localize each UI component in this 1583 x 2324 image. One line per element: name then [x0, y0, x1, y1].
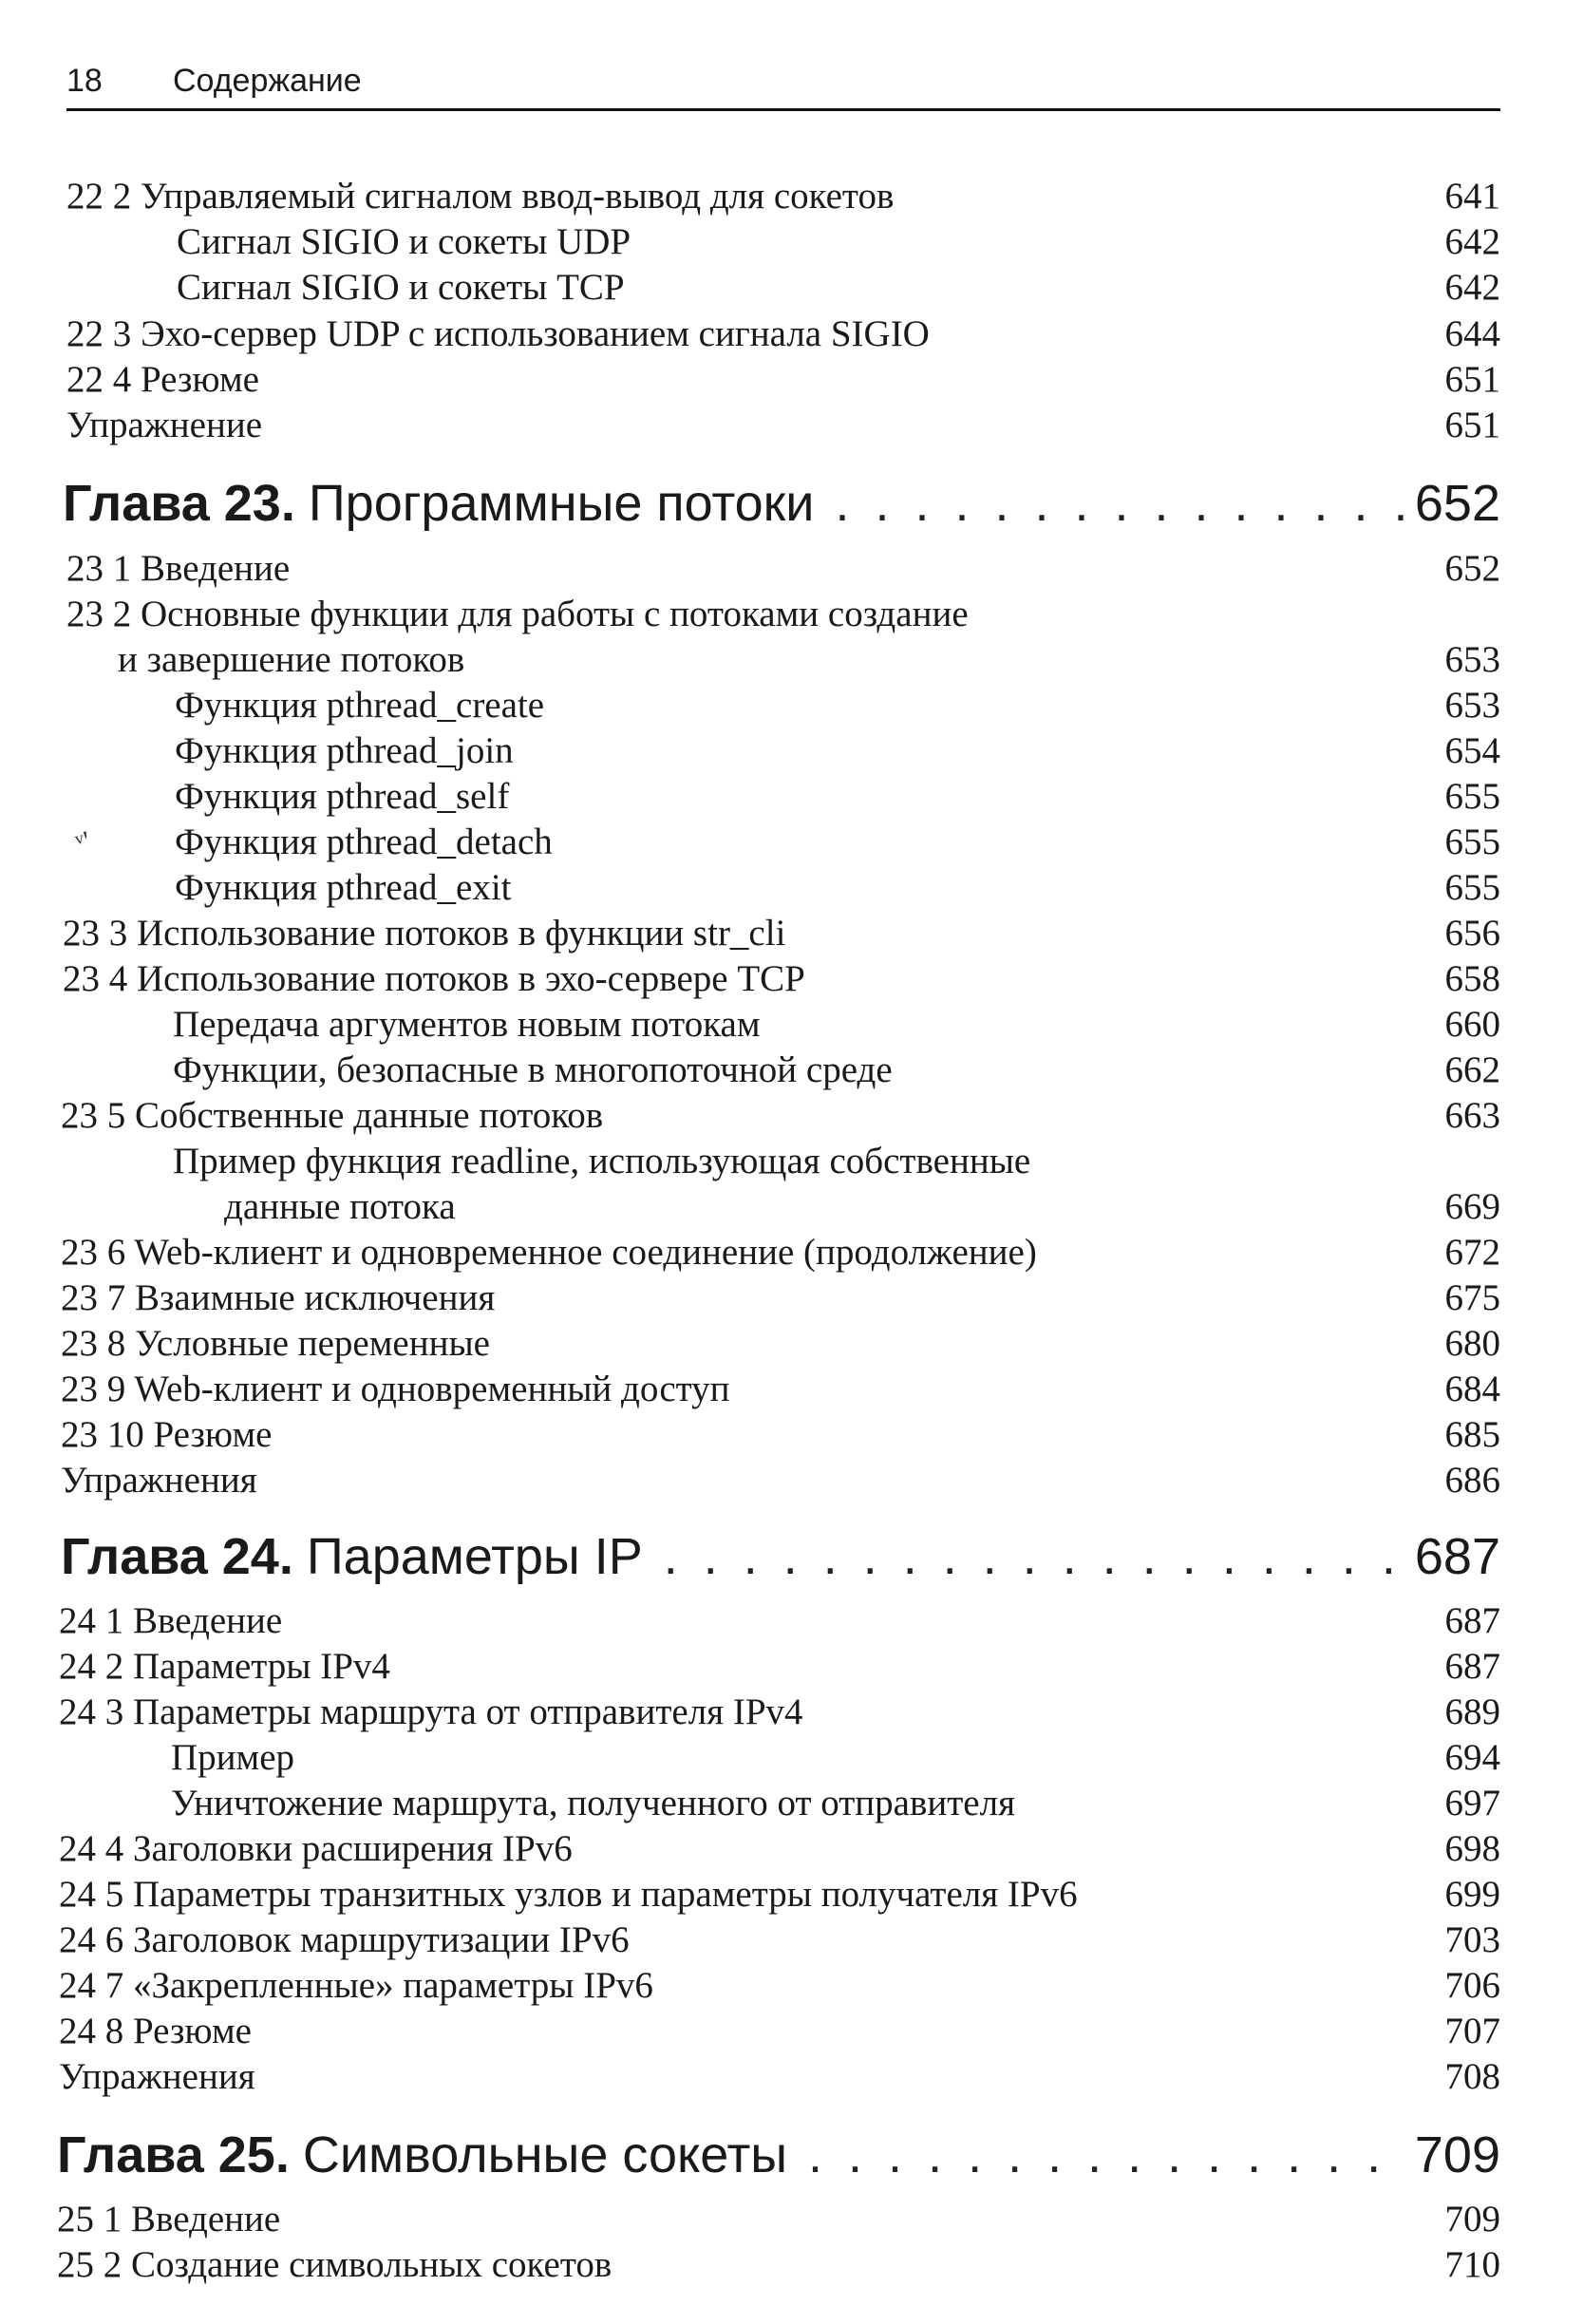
toc-entry-page: 706 — [1444, 1965, 1500, 2006]
toc-entry-title: Функция pthread_join — [175, 730, 514, 771]
page-number: 18 — [66, 63, 103, 99]
chapter-page: 652 — [1414, 475, 1500, 532]
toc-entry-title: 22 4 Резюме — [66, 359, 259, 400]
toc-entry[interactable] — [66, 358, 1500, 402]
toc-entry-title: Функция pthread_detach — [175, 822, 553, 862]
toc-subentry[interactable] — [173, 1049, 1500, 1092]
toc-entry-title: 24 2 Параметры IPv4 — [59, 1646, 390, 1687]
toc-entry[interactable] — [66, 593, 1500, 636]
toc-entry-title: 23 3 Использование потоков в функции str_cli — [63, 913, 786, 954]
toc-entry-page: 642 — [1444, 267, 1500, 308]
toc-entry[interactable] — [59, 1645, 1500, 1689]
toc-entry-title: Упражнения — [61, 1460, 257, 1501]
toc-entry-page: 694 — [1444, 1737, 1500, 1778]
toc-entry[interactable] — [61, 1094, 1500, 1138]
chapter-label: Глава 24. — [61, 1528, 293, 1585]
toc-entry[interactable] — [59, 1827, 1500, 1871]
toc-entry-page: 709 — [1444, 2199, 1500, 2239]
toc-entry-page: 687 — [1444, 1646, 1500, 1687]
chapter-heading[interactable] — [63, 472, 1500, 535]
toc-entry-title: Функция pthread_create — [175, 685, 545, 726]
toc-entry-title: Пример функция readline, использующая собственные — [173, 1141, 1031, 1181]
toc-entry-page: 651 — [1444, 359, 1500, 400]
toc-subentry[interactable] — [175, 729, 1500, 773]
toc-entry[interactable] — [66, 312, 1500, 356]
toc-entry-page: 644 — [1444, 313, 1500, 354]
toc-subentry[interactable] — [177, 266, 1500, 310]
toc-subentry[interactable] — [171, 1782, 1500, 1825]
toc-subentry[interactable] — [173, 1003, 1500, 1047]
toc-entry-page: 675 — [1444, 1277, 1500, 1318]
toc-entry-title: и завершение потоков — [118, 639, 465, 680]
stray-pen-mark: ᵛ' — [72, 824, 93, 860]
toc-entry[interactable] — [59, 2055, 1500, 2099]
toc-entry-page: 687 — [1444, 1600, 1500, 1641]
toc-entry-title: 23 10 Резюме — [61, 1414, 273, 1455]
toc-entry-title: 24 3 Параметры маршрута от отправителя IPv4 — [59, 1691, 803, 1732]
toc-entry-page: 680 — [1444, 1323, 1500, 1364]
chapter-heading[interactable] — [57, 2124, 1500, 2186]
toc-entry-page: 686 — [1444, 1460, 1500, 1501]
toc-entry-page: 653 — [1444, 639, 1500, 680]
toc-entry-page: 656 — [1444, 913, 1500, 954]
chapter-title: Символьные сокеты — [302, 2126, 788, 2183]
toc-subentry[interactable] — [177, 220, 1500, 264]
toc-subentry[interactable] — [175, 821, 1500, 864]
toc-entry-page: 708 — [1444, 2056, 1500, 2097]
toc-entry-page: 710 — [1444, 2244, 1500, 2285]
toc-entry-title: 25 1 Введение — [57, 2199, 281, 2239]
toc-entry[interactable] — [61, 1368, 1500, 1411]
running-header — [66, 59, 1500, 111]
toc-entry-title: 25 2 Создание символьных сокетов — [57, 2244, 612, 2285]
toc-entry-page: 707 — [1444, 2011, 1500, 2051]
toc-entry[interactable] — [63, 957, 1500, 1001]
toc-entry-continuation[interactable] — [118, 638, 1500, 682]
toc-entry-page: 652 — [1444, 548, 1500, 589]
toc-entry[interactable] — [63, 912, 1500, 955]
toc-entry-page: 662 — [1444, 1049, 1500, 1090]
toc-subentry[interactable] — [175, 866, 1500, 910]
toc-entry[interactable] — [59, 1964, 1500, 2008]
toc-entry-page: 697 — [1444, 1783, 1500, 1823]
toc-entry-title: Уничтожение маршрута, полученного от отправителя — [171, 1783, 1016, 1823]
toc-entry-title: 23 1 Введение — [66, 548, 291, 589]
chapter-page: 709 — [1414, 2126, 1500, 2183]
chapter-label: Глава 25. — [57, 2126, 290, 2183]
toc-entry-title: Сигнал SIGIO и сокеты TCP — [177, 267, 625, 308]
toc-entry-title: 23 9 Web-клиент и одновременный доступ — [61, 1369, 730, 1409]
toc-subentry[interactable] — [171, 1736, 1500, 1780]
toc-entry-title: 23 2 Основные функции для работы с потоками создание — [66, 594, 969, 634]
toc-entry[interactable] — [59, 1599, 1500, 1643]
leader-dots — [664, 1525, 1405, 1588]
chapter-heading[interactable] — [61, 1525, 1500, 1588]
toc-entry-page: 658 — [1444, 958, 1500, 999]
toc-entry-page: 641 — [1444, 176, 1500, 217]
toc-entry-page: 699 — [1444, 1874, 1500, 1915]
toc-entry[interactable] — [61, 1231, 1500, 1275]
toc-entry-title: Сигнал SIGIO и сокеты UDP — [177, 221, 631, 262]
toc-entry-title: 23 8 Условные переменные — [61, 1323, 490, 1364]
toc-entry-title: данные потока — [224, 1186, 456, 1227]
toc-entry-page: 651 — [1444, 405, 1500, 445]
toc-entry-title: 23 4 Использование потоков в эхо-сервере TCP — [63, 958, 805, 999]
toc-entry-title: 23 5 Собственные данные потоков — [61, 1095, 604, 1136]
toc-entry-page: 669 — [1444, 1186, 1500, 1227]
toc-entry[interactable] — [66, 175, 1500, 218]
toc-entry[interactable] — [61, 1276, 1500, 1320]
toc-entry-title: 23 6 Web-клиент и одновременное соединение (продолжение) — [61, 1232, 1037, 1273]
toc-entry-title: Упражнения — [59, 2056, 255, 2097]
toc-entry-title: Пример — [171, 1737, 295, 1778]
leader-dots — [835, 472, 1404, 535]
toc-entry-title: 24 8 Резюме — [59, 2011, 252, 2051]
chapter-page: 687 — [1414, 1528, 1500, 1585]
toc-entry[interactable] — [59, 2010, 1500, 2053]
toc-entry-page: 655 — [1444, 822, 1500, 862]
toc-entry[interactable] — [61, 1459, 1500, 1502]
toc-entry-page: 703 — [1444, 1919, 1500, 1960]
toc-entry-page: 655 — [1444, 867, 1500, 908]
toc-entry-title: Передача аргументов новым потокам — [173, 1004, 761, 1045]
leader-dots — [808, 2124, 1405, 2186]
toc-entry-page: 642 — [1444, 221, 1500, 262]
toc-entry-continuation[interactable] — [224, 1185, 1500, 1229]
toc-entry-title: Упражнение — [66, 405, 263, 445]
toc-entry-page: 655 — [1444, 776, 1500, 817]
toc-entry-title: 23 7 Взаимные исключения — [61, 1277, 496, 1318]
toc-entry-page: 672 — [1444, 1232, 1500, 1273]
toc-entry[interactable] — [57, 2198, 1500, 2241]
toc-entry[interactable] — [59, 1918, 1500, 1962]
toc-entry-title: 24 4 Заголовки расширения IPv6 — [59, 1828, 573, 1869]
toc-entry[interactable] — [61, 1322, 1500, 1366]
toc-entry-title: 24 7 «Закрепленные» параметры IPv6 — [59, 1965, 653, 2006]
toc-subentry[interactable] — [175, 775, 1500, 819]
toc-entry[interactable] — [66, 547, 1500, 591]
toc-subentry[interactable] — [173, 1140, 1500, 1183]
toc-entry-title: 24 5 Параметры транзитных узлов и параметры получателя IPv6 — [59, 1874, 1078, 1915]
toc-entry-page: 689 — [1444, 1691, 1500, 1732]
chapter-label: Глава 23. — [63, 475, 295, 532]
toc-entry-title: Функции, безопасные в многопоточной среде — [173, 1049, 893, 1090]
toc-entry-title: 24 6 Заголовок маршрутизации IPv6 — [59, 1919, 630, 1960]
toc-entry[interactable] — [59, 1691, 1500, 1734]
toc-entry-title: 22 2 Управляемый сигналом ввод-вывод для сокетов — [66, 176, 895, 217]
toc-entry[interactable] — [57, 2243, 1500, 2287]
running-title: Содержание — [173, 63, 362, 99]
toc-entry-page: 653 — [1444, 685, 1500, 726]
toc-entry-title: Функция pthread_self — [175, 776, 510, 817]
toc-entry-page: 684 — [1444, 1369, 1500, 1409]
toc-entry-page: 663 — [1444, 1095, 1500, 1136]
toc-entry-title: 22 3 Эхо-сервер UDP с использованием сигнала SIGIO — [66, 313, 930, 354]
toc-entry[interactable] — [66, 404, 1500, 447]
chapter-title: Программные потоки — [308, 475, 815, 532]
toc-entry[interactable] — [61, 1413, 1500, 1457]
toc-entry-title: Функция pthread_exit — [175, 867, 512, 908]
toc-entry-page: 698 — [1444, 1828, 1500, 1869]
toc-entry-page: 660 — [1444, 1004, 1500, 1045]
toc-subentry[interactable] — [175, 684, 1500, 727]
toc-entry[interactable] — [59, 1873, 1500, 1917]
toc-entry-page: 654 — [1444, 730, 1500, 771]
toc-entry-title: 24 1 Введение — [59, 1600, 283, 1641]
chapter-title: Параметры IP — [306, 1528, 643, 1585]
toc-entry-page: 685 — [1444, 1414, 1500, 1455]
